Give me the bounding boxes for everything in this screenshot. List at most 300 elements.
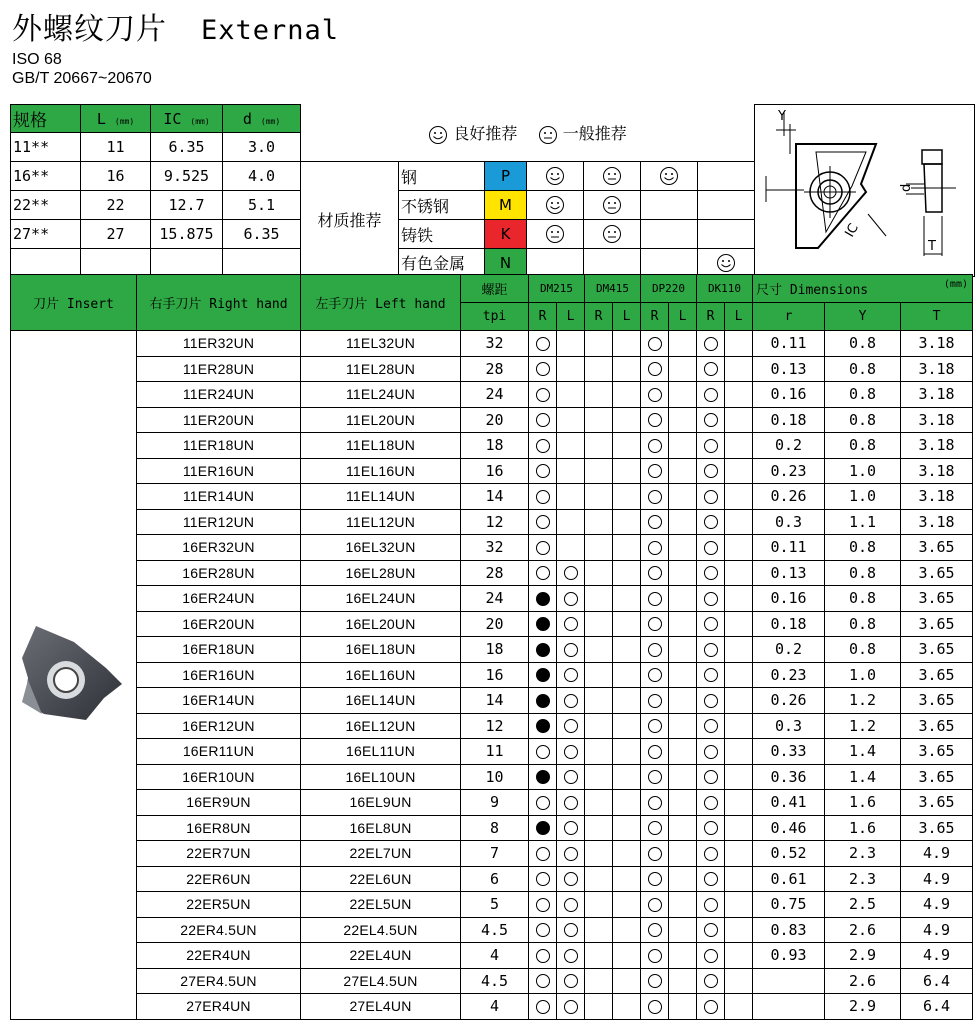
dim-y-value: 2.3 xyxy=(825,866,901,892)
tpi-value: 8 xyxy=(461,815,529,841)
left-hand-code: 22EL6UN xyxy=(301,866,461,892)
material-1-mark-1 xyxy=(584,191,641,220)
legend-general: 一般推荐 xyxy=(562,124,627,143)
left-hand-code: 16EL18UN xyxy=(301,637,461,663)
open-circle-icon xyxy=(564,592,578,606)
dim-r-value: 0.3 xyxy=(753,509,825,535)
left-hand-code: 16EL11UN xyxy=(301,739,461,765)
grade-cell-7 xyxy=(725,688,753,714)
header-tpi: tpi xyxy=(461,303,529,331)
tpi-value: 32 xyxy=(461,535,529,561)
grade-cell-4 xyxy=(641,611,669,637)
grade-cell-4 xyxy=(641,968,669,994)
grade-cell-1 xyxy=(557,382,585,408)
left-hand-code: 11EL28UN xyxy=(301,356,461,382)
grade-cell-3 xyxy=(613,713,641,739)
size-row-3-ic: 15.875 xyxy=(151,220,223,249)
dim-r-value: 0.13 xyxy=(753,560,825,586)
grade-cell-0 xyxy=(529,841,557,867)
open-circle-icon xyxy=(564,923,578,937)
material-2-mark-0 xyxy=(527,220,584,249)
grade-cell-7 xyxy=(725,815,753,841)
open-circle-icon xyxy=(704,847,718,861)
open-circle-icon xyxy=(704,1000,718,1014)
table-row xyxy=(11,892,973,918)
dim-t-value: 3.18 xyxy=(901,382,973,408)
grade-cell-4 xyxy=(641,382,669,408)
material-2-code: K xyxy=(485,220,527,249)
dim-r-value: 0.52 xyxy=(753,841,825,867)
material-0-mark-2 xyxy=(641,162,698,191)
grade-cell-0 xyxy=(529,560,557,586)
left-hand-code: 16EL12UN xyxy=(301,713,461,739)
dim-y-value: 2.5 xyxy=(825,892,901,918)
grade-cell-6 xyxy=(697,866,725,892)
grade-cell-1 xyxy=(557,458,585,484)
open-circle-icon xyxy=(648,592,662,606)
insert-diagram xyxy=(755,105,975,277)
open-circle-icon xyxy=(648,821,662,835)
grade-cell-6 xyxy=(697,688,725,714)
dim-y-value: 1.6 xyxy=(825,815,901,841)
grade-cell-3 xyxy=(613,560,641,586)
dim-y-value: 0.8 xyxy=(825,331,901,357)
header-left-hand: 左手刀片 Left hand xyxy=(301,275,461,331)
dim-t-value: 4.9 xyxy=(901,866,973,892)
grade-cell-1 xyxy=(557,407,585,433)
open-circle-icon xyxy=(564,770,578,784)
size-row-1-spec: 16** xyxy=(11,162,81,191)
right-hand-code: 22ER7UN xyxy=(137,841,301,867)
dim-t-value: 3.18 xyxy=(901,433,973,459)
dim-y-value: 0.8 xyxy=(825,535,901,561)
grade-cell-1 xyxy=(557,509,585,535)
header-r-0: R xyxy=(529,303,557,331)
grade-cell-3 xyxy=(613,764,641,790)
left-hand-code: 22EL7UN xyxy=(301,841,461,867)
grade-cell-4 xyxy=(641,917,669,943)
right-hand-code: 11ER28UN xyxy=(137,356,301,382)
open-circle-icon xyxy=(704,949,718,963)
grade-cell-2 xyxy=(585,407,613,433)
dim-r-value: 0.18 xyxy=(753,407,825,433)
grade-cell-6 xyxy=(697,917,725,943)
open-circle-icon xyxy=(648,745,662,759)
grade-cell-2 xyxy=(585,586,613,612)
tpi-value: 14 xyxy=(461,484,529,510)
open-circle-icon xyxy=(704,464,718,478)
good-smiley-icon xyxy=(545,195,565,215)
good-smiley-icon xyxy=(659,166,679,186)
filled-circle-icon xyxy=(536,668,550,682)
open-circle-icon xyxy=(704,974,718,988)
right-hand-code: 16ER8UN xyxy=(137,815,301,841)
size-row-0-ic: 6.35 xyxy=(151,133,223,162)
table-row xyxy=(11,739,973,765)
insert-drawing-icon xyxy=(756,106,974,272)
open-circle-icon xyxy=(704,821,718,835)
open-circle-icon xyxy=(536,974,550,988)
grade-cell-4 xyxy=(641,637,669,663)
title-cn: 外螺纹刀片 xyxy=(12,12,167,47)
grade-cell-6 xyxy=(697,994,725,1020)
header-dim-t: T xyxy=(901,303,973,331)
size-header-l: L (mm) xyxy=(81,105,151,133)
left-hand-code: 22EL5UN xyxy=(301,892,461,918)
table-row xyxy=(11,407,973,433)
header-l-0: L xyxy=(557,303,585,331)
open-circle-icon xyxy=(536,413,550,427)
grade-cell-1 xyxy=(557,688,585,714)
material-0-name: 钢 xyxy=(399,162,485,191)
size-material-table xyxy=(10,104,975,277)
dim-t-value: 4.9 xyxy=(901,943,973,969)
grade-cell-3 xyxy=(613,790,641,816)
right-hand-code: 11ER32UN xyxy=(137,331,301,357)
open-circle-icon xyxy=(648,796,662,810)
grade-cell-7 xyxy=(725,535,753,561)
grade-cell-5 xyxy=(669,382,697,408)
material-1-mark-0 xyxy=(527,191,584,220)
filled-circle-icon xyxy=(536,617,550,631)
left-hand-code: 16EL28UN xyxy=(301,560,461,586)
left-hand-code: 22EL4UN xyxy=(301,943,461,969)
tpi-value: 32 xyxy=(461,331,529,357)
grade-cell-3 xyxy=(613,356,641,382)
open-circle-icon xyxy=(704,745,718,759)
grade-cell-7 xyxy=(725,611,753,637)
grade-cell-0 xyxy=(529,892,557,918)
grade-cell-0 xyxy=(529,535,557,561)
tpi-value: 24 xyxy=(461,586,529,612)
grade-cell-0 xyxy=(529,662,557,688)
grade-cell-2 xyxy=(585,815,613,841)
dim-y-value: 0.8 xyxy=(825,560,901,586)
size-row-empty-3 xyxy=(223,249,301,277)
open-circle-icon xyxy=(704,337,718,351)
insert-image xyxy=(11,331,137,1020)
material-0-mark-0 xyxy=(527,162,584,191)
right-hand-code: 16ER14UN xyxy=(137,688,301,714)
open-circle-icon xyxy=(704,694,718,708)
title-en: External xyxy=(201,15,340,46)
material-0-mark-3 xyxy=(698,162,755,191)
grade-cell-2 xyxy=(585,866,613,892)
grade-cell-6 xyxy=(697,331,725,357)
header-grade-dm415: DM415 xyxy=(585,275,641,303)
grade-cell-3 xyxy=(613,611,641,637)
right-hand-code: 22ER6UN xyxy=(137,866,301,892)
left-hand-code: 11EL20UN xyxy=(301,407,461,433)
table-row xyxy=(11,586,973,612)
grade-cell-5 xyxy=(669,509,697,535)
grade-cell-5 xyxy=(669,739,697,765)
grade-cell-4 xyxy=(641,331,669,357)
open-circle-icon xyxy=(704,362,718,376)
grade-cell-0 xyxy=(529,637,557,663)
grade-cell-5 xyxy=(669,994,697,1020)
open-circle-icon xyxy=(536,490,550,504)
open-circle-icon xyxy=(648,923,662,937)
material-2-mark-2 xyxy=(641,220,698,249)
size-row-0-spec: 11** xyxy=(11,133,81,162)
grade-cell-5 xyxy=(669,484,697,510)
grade-cell-4 xyxy=(641,892,669,918)
material-3-name: 有色金属 xyxy=(399,249,485,277)
right-hand-code: 11ER14UN xyxy=(137,484,301,510)
right-hand-code: 16ER9UN xyxy=(137,790,301,816)
header-r-2: R xyxy=(641,303,669,331)
grade-cell-0 xyxy=(529,331,557,357)
open-circle-icon xyxy=(648,643,662,657)
table-row xyxy=(11,637,973,663)
open-circle-icon xyxy=(536,566,550,580)
dim-t-value: 4.9 xyxy=(901,917,973,943)
grade-cell-0 xyxy=(529,943,557,969)
grade-cell-2 xyxy=(585,382,613,408)
dim-y-value: 2.3 xyxy=(825,841,901,867)
general-smiley-icon xyxy=(602,195,622,215)
open-circle-icon xyxy=(536,872,550,886)
dim-y-value: 0.8 xyxy=(825,611,901,637)
grade-cell-6 xyxy=(697,637,725,663)
grade-cell-4 xyxy=(641,509,669,535)
grade-cell-3 xyxy=(613,943,641,969)
header-grade-dp220: DP220 xyxy=(641,275,697,303)
grade-cell-4 xyxy=(641,841,669,867)
dim-r-value: 0.36 xyxy=(753,764,825,790)
dim-r-value: 0.61 xyxy=(753,866,825,892)
dim-r-value: 0.13 xyxy=(753,356,825,382)
size-row-3-l: 27 xyxy=(81,220,151,249)
grade-cell-4 xyxy=(641,484,669,510)
right-hand-code: 11ER16UN xyxy=(137,458,301,484)
dim-r-value: 0.3 xyxy=(753,713,825,739)
grade-cell-2 xyxy=(585,356,613,382)
open-circle-icon xyxy=(704,617,718,631)
size-row-1-l: 16 xyxy=(81,162,151,191)
left-hand-code: 27EL4UN xyxy=(301,994,461,1020)
grade-cell-1 xyxy=(557,637,585,663)
open-circle-icon xyxy=(564,872,578,886)
grade-cell-7 xyxy=(725,586,753,612)
grade-cell-1 xyxy=(557,535,585,561)
size-row-2-ic: 12.7 xyxy=(151,191,223,220)
grade-cell-6 xyxy=(697,815,725,841)
dim-y-value: 2.6 xyxy=(825,917,901,943)
tpi-value: 4 xyxy=(461,943,529,969)
grade-cell-4 xyxy=(641,790,669,816)
grade-cell-2 xyxy=(585,662,613,688)
grade-cell-3 xyxy=(613,866,641,892)
diagram-ic-label: IC xyxy=(841,220,862,240)
grade-cell-2 xyxy=(585,458,613,484)
open-circle-icon xyxy=(648,719,662,733)
grade-cell-2 xyxy=(585,790,613,816)
grade-cell-3 xyxy=(613,662,641,688)
grade-cell-0 xyxy=(529,509,557,535)
grade-cell-2 xyxy=(585,637,613,663)
table-row xyxy=(11,484,973,510)
grade-cell-6 xyxy=(697,790,725,816)
grade-cell-5 xyxy=(669,433,697,459)
open-circle-icon xyxy=(648,1000,662,1014)
dim-r-value: 0.16 xyxy=(753,586,825,612)
grade-cell-3 xyxy=(613,433,641,459)
filled-circle-icon xyxy=(536,694,550,708)
dim-t-value: 3.18 xyxy=(901,331,973,357)
tpi-value: 28 xyxy=(461,560,529,586)
grade-cell-1 xyxy=(557,433,585,459)
grade-cell-0 xyxy=(529,586,557,612)
header-r-1: R xyxy=(585,303,613,331)
grade-cell-6 xyxy=(697,509,725,535)
grade-cell-2 xyxy=(585,611,613,637)
open-circle-icon xyxy=(648,872,662,886)
product-rows xyxy=(11,331,973,1020)
header-dim-y: Y xyxy=(825,303,901,331)
grade-cell-3 xyxy=(613,688,641,714)
table-row xyxy=(11,331,973,357)
grade-cell-5 xyxy=(669,662,697,688)
open-circle-icon xyxy=(536,745,550,759)
open-circle-icon xyxy=(648,541,662,555)
right-hand-code: 22ER5UN xyxy=(137,892,301,918)
grade-cell-0 xyxy=(529,968,557,994)
grade-cell-3 xyxy=(613,815,641,841)
table-row xyxy=(11,458,973,484)
grade-cell-7 xyxy=(725,458,753,484)
open-circle-icon xyxy=(648,949,662,963)
open-circle-icon xyxy=(704,388,718,402)
size-row-0-l: 11 xyxy=(81,133,151,162)
grade-cell-1 xyxy=(557,662,585,688)
open-circle-icon xyxy=(648,413,662,427)
grade-cell-1 xyxy=(557,764,585,790)
grade-cell-5 xyxy=(669,713,697,739)
dim-t-value: 3.18 xyxy=(901,458,973,484)
dim-r-value: 0.26 xyxy=(753,484,825,510)
grade-cell-3 xyxy=(613,509,641,535)
grade-cell-7 xyxy=(725,892,753,918)
left-hand-code: 16EL9UN xyxy=(301,790,461,816)
material-3-mark-1 xyxy=(584,249,641,277)
grade-cell-4 xyxy=(641,943,669,969)
left-hand-code: 27EL4.5UN xyxy=(301,968,461,994)
header-r-3: R xyxy=(697,303,725,331)
size-row-empty-0 xyxy=(11,249,81,277)
size-row-empty-2 xyxy=(151,249,223,277)
grade-cell-3 xyxy=(613,458,641,484)
grade-cell-0 xyxy=(529,994,557,1020)
open-circle-icon xyxy=(536,796,550,810)
grade-cell-2 xyxy=(585,764,613,790)
left-hand-code: 16EL24UN xyxy=(301,586,461,612)
dim-r-value: 0.23 xyxy=(753,458,825,484)
open-circle-icon xyxy=(564,745,578,759)
header-dimensions: 尺寸 Dimensions (mm) xyxy=(753,275,973,303)
dim-y-value: 1.1 xyxy=(825,509,901,535)
grade-cell-6 xyxy=(697,611,725,637)
right-hand-code: 16ER18UN xyxy=(137,637,301,663)
open-circle-icon xyxy=(704,668,718,682)
dim-r-value: 0.41 xyxy=(753,790,825,816)
material-3-mark-3 xyxy=(698,249,755,277)
grade-cell-5 xyxy=(669,688,697,714)
open-circle-icon xyxy=(564,1000,578,1014)
general-smiley-icon xyxy=(538,125,558,145)
open-circle-icon xyxy=(648,974,662,988)
standard-iso: ISO 68 xyxy=(12,51,62,68)
grade-cell-6 xyxy=(697,407,725,433)
dim-t-value: 3.65 xyxy=(901,790,973,816)
grade-cell-1 xyxy=(557,586,585,612)
table-row xyxy=(11,866,973,892)
left-hand-code: 11EL18UN xyxy=(301,433,461,459)
open-circle-icon xyxy=(536,847,550,861)
open-circle-icon xyxy=(536,541,550,555)
dim-t-value: 3.65 xyxy=(901,815,973,841)
grade-cell-3 xyxy=(613,968,641,994)
grade-cell-3 xyxy=(613,382,641,408)
dim-y-value: 1.0 xyxy=(825,662,901,688)
right-hand-code: 27ER4UN xyxy=(137,994,301,1020)
header-pitch: 螺距 xyxy=(461,275,529,303)
dim-y-value: 0.8 xyxy=(825,356,901,382)
size-row-0-d: 3.0 xyxy=(223,133,301,162)
open-circle-icon xyxy=(564,566,578,580)
open-circle-icon xyxy=(704,541,718,555)
dim-t-value: 3.65 xyxy=(901,764,973,790)
tpi-value: 11 xyxy=(461,739,529,765)
material-1-name: 不锈钢 xyxy=(399,191,485,220)
filled-circle-icon xyxy=(536,821,550,835)
grade-cell-3 xyxy=(613,407,641,433)
grade-cell-7 xyxy=(725,509,753,535)
dim-t-value: 3.65 xyxy=(901,739,973,765)
open-circle-icon xyxy=(704,439,718,453)
grade-cell-7 xyxy=(725,484,753,510)
grade-cell-6 xyxy=(697,662,725,688)
table-row xyxy=(11,815,973,841)
grade-cell-1 xyxy=(557,560,585,586)
left-hand-code: 16EL20UN xyxy=(301,611,461,637)
left-hand-code: 16EL14UN xyxy=(301,688,461,714)
open-circle-icon xyxy=(564,949,578,963)
table-row xyxy=(11,764,973,790)
dim-y-value: 1.4 xyxy=(825,764,901,790)
right-hand-code: 11ER18UN xyxy=(137,433,301,459)
open-circle-icon xyxy=(648,668,662,682)
grade-cell-4 xyxy=(641,739,669,765)
right-hand-code: 16ER11UN xyxy=(137,739,301,765)
grade-cell-4 xyxy=(641,713,669,739)
grade-cell-6 xyxy=(697,560,725,586)
tpi-value: 9 xyxy=(461,790,529,816)
dim-y-value: 2.6 xyxy=(825,968,901,994)
open-circle-icon xyxy=(704,796,718,810)
open-circle-icon xyxy=(536,388,550,402)
grade-cell-5 xyxy=(669,356,697,382)
size-row-2-spec: 22** xyxy=(11,191,81,220)
right-hand-code: 16ER12UN xyxy=(137,713,301,739)
grade-cell-1 xyxy=(557,713,585,739)
material-3-mark-2 xyxy=(641,249,698,277)
grade-cell-7 xyxy=(725,356,753,382)
open-circle-icon xyxy=(704,566,718,580)
grade-cell-5 xyxy=(669,560,697,586)
grade-cell-1 xyxy=(557,739,585,765)
